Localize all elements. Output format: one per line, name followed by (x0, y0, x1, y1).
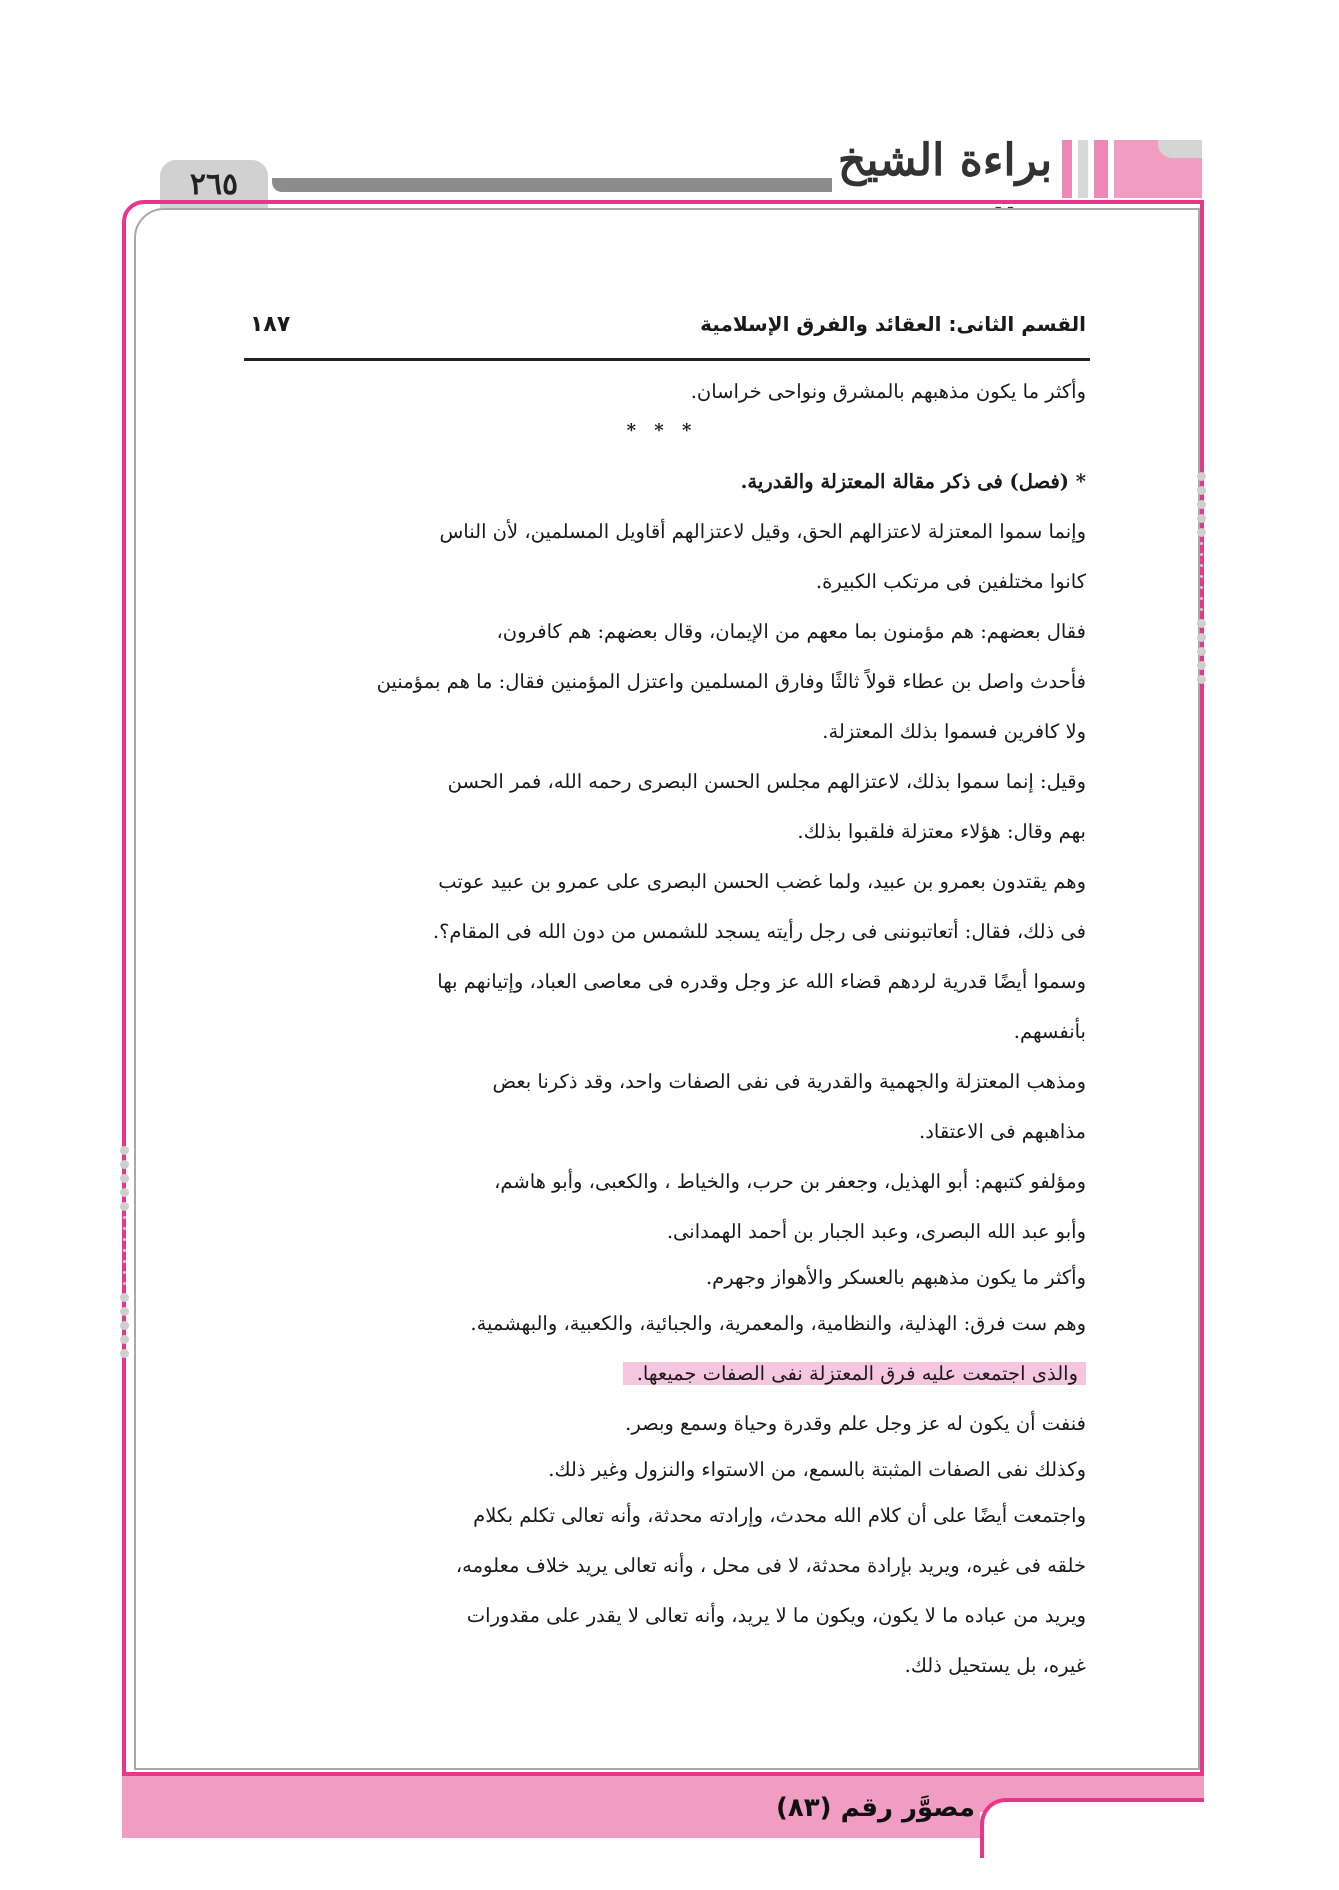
text-line: وأكثر ما يكون مذهبهم بالمشرق ونواحى خراسان. (690, 380, 1086, 403)
running-header (232, 312, 1092, 352)
text-line: وقيل: إنما سموا بذلك، لاعتزالهم مجلس الحسن البصرى رحمه الله، فمر الحسن (447, 770, 1086, 793)
section-separator: * * * (626, 420, 698, 441)
text-line: واجتمعت أيضًا على أن كلام الله محدث، وإرادته محدثة، وأنه تعالى تكلم بكلام (473, 1504, 1086, 1527)
text-line: وهم يقتدون بعمرو بن عبيد، ولما غضب الحسن البصرى على عمرو بن عبيد عوتب (438, 870, 1086, 893)
text-line: مذاهبهم فى الاعتقاد. (919, 1120, 1086, 1143)
highlighted-text: والذى اجتمعت عليه فرق المعتزلة نفى الصفات جميعها. (623, 1362, 1086, 1385)
page-number-tab: ٢٦٥ (160, 160, 268, 208)
section-heading: * (فصل) فى ذكر مقالة المعتزلة والقدرية. (740, 470, 1086, 493)
header-rule (244, 358, 1090, 361)
book-title: براءة الشيخ (837, 135, 1053, 186)
figure-caption: مصوَّر رقم (٨٣) (776, 1793, 975, 1823)
running-page-number: ١٨٧ (250, 312, 291, 337)
text-line: بأنفسهم. (1013, 1020, 1086, 1043)
text-line: فأحدث واصل بن عطاء قولاً ثالثًا وفارق المسلمين واعتزل المؤمنين فقال: ما هم بمؤمنين (376, 670, 1086, 693)
text-line: فنفت أن يكون له عز وجل علم وقدرة وحياة وسمع وبصر. (625, 1412, 1086, 1435)
text-line: وكذلك نفى الصفات المثبتة بالسمع، من الاستواء والنزول وغير ذلك. (548, 1458, 1086, 1481)
text-line: ولا كافرين فسموا بذلك المعتزلة. (822, 720, 1086, 743)
header-decoration (1062, 140, 1202, 198)
running-title: القسم الثانى: العقائد والفرق الإسلامية (700, 312, 1086, 336)
text-line: وهم ست فرق: الهذلية، والنظامية، والمعمرية، والجبائية، والكعبية، والبهشمية. (470, 1312, 1086, 1335)
text-line: كانوا مختلفين فى مرتكب الكبيرة. (815, 570, 1086, 593)
text-line: وإنما سموا المعتزلة لاعتزالهم الحق، وقيل لاعتزالهم أقاويل المسلمين، لأن الناس (439, 520, 1086, 543)
text-line: ومذهب المعتزلة والجهمية والقدرية فى نفى الصفات واحد، وقد ذكرنا بعض (492, 1070, 1086, 1093)
left-dot-decoration (119, 1146, 129, 1363)
highlighted-line (238, 1354, 1086, 1394)
text-line: وأكثر ما يكون مذهبهم بالعسكر والأهواز وجهرم. (705, 1266, 1086, 1289)
text-line: بهم وقال: هؤلاء معتزلة فلقبوا بذلك. (797, 820, 1086, 843)
text-line: ومؤلفو كتبهم: أبو الهذيل، وجعفر بن حرب، والخياط ، والكعبى، وأبو هاشم، (494, 1170, 1086, 1193)
text-line: وسموا أيضًا قدرية لردهم قضاء الله عز وجل وقدره فى معاصى العباد، وإتيانهم بها (437, 970, 1086, 993)
footer-corner (980, 1798, 1204, 1858)
text-line: فقال بعضهم: هم مؤمنون بما معهم من الإيمان، وقال بعضهم: هم كافرون، (496, 620, 1086, 643)
right-dot-decoration (1196, 472, 1206, 689)
text-line: فى ذلك، فقال: أتعاتبوننى فى رجل رأيته يسجد للشمس من دون الله فى المقام؟. (432, 920, 1086, 943)
text-line: ويريد من عباده ما لا يكون، ويكون ما لا يريد، وأنه تعالى لا يقدر على مقدورات (466, 1604, 1086, 1627)
scanned-page (232, 300, 1092, 1720)
text-line: خلقه فى غيره، ويريد بإرادة محدثة، لا فى محل ، وأنه تعالى يريد خلاف معلومه، (455, 1554, 1086, 1577)
text-line: وأبو عبد الله البصرى، وعبد الجبار بن أحمد الهمدانى. (666, 1220, 1086, 1243)
header-divider-bar (272, 178, 832, 192)
text-line: غيره، بل يستحيل ذلك. (904, 1654, 1086, 1677)
